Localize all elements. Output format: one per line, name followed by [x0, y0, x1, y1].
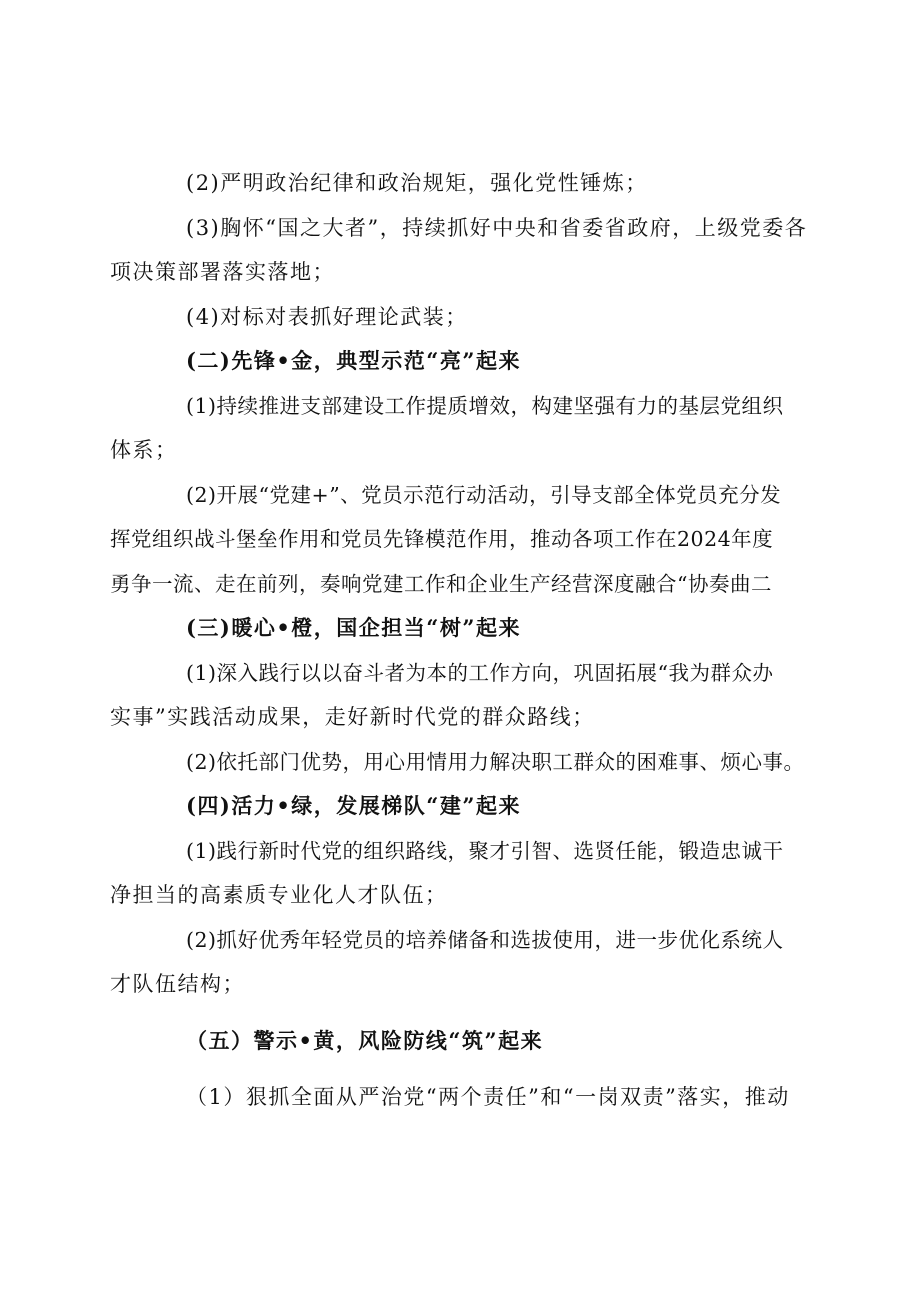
paragraph-line: （1）狠抓全面从严治党“两个责任”和“一岗双责”落实，推动 — [186, 1085, 790, 1109]
paragraph-line: (2)抓好优秀年轻党员的培养储备和选拔使用，进一步优化系统人 — [186, 928, 784, 952]
section-heading: (三)暖心•橙，国企担当“树”起来 — [186, 615, 521, 640]
paragraph-line: (1)践行新时代党的组织路线，聚才引智、选贤任能，锻造忠诚干 — [186, 839, 784, 863]
paragraph-line: 项决策部署落实落地； — [110, 260, 335, 284]
paragraph-line: (2)严明政治纪律和政治规矩，强化党性锤炼； — [186, 171, 648, 195]
section-heading: (二)先锋•金，典型示范“亮”起来 — [186, 348, 521, 373]
paragraph-line: 勇争一流、走在前列，奏响党建工作和企业生产经营深度融合“协奏曲二 — [110, 572, 772, 596]
paragraph-line: 挥党组织战斗堡垒作用和党员先锋模范作用，推动各项工作在2024年度 — [110, 527, 774, 551]
paragraph-line: (1)深入践行以以奋斗者为本的工作方向，巩固拓展“我为群众办 — [186, 661, 774, 685]
paragraph-line: 体系； — [110, 438, 178, 462]
paragraph-line: 才队伍结构； — [110, 972, 245, 996]
paragraph-line: (2)开展“党建+”、党员示范行动活动，引导支部全体党员充分发 — [186, 483, 782, 507]
section-heading: （五）警示•黄，风险防线“筑”起来 — [186, 1028, 544, 1053]
paragraph-line: (3)胸怀“国之大者”，持续抓好中央和省委省政府，上级党委各 — [186, 216, 808, 240]
paragraph-line: (4)对标对表抓好理论武装； — [186, 305, 468, 329]
paragraph-line: 实事”实践活动成果，走好新时代党的群众路线； — [110, 705, 595, 729]
paragraph-line: 净担当的高素质专业化人才队伍； — [110, 883, 448, 907]
section-heading: (四)活力•绿，发展梯队“建”起来 — [186, 793, 521, 818]
paragraph-line: (1)持续推进支部建设工作提质增效，构建坚强有力的基层党组织 — [186, 394, 784, 418]
paragraph-line: (2)依托部门优势，用心用情用力解决职工群众的困难事、烦心事。 — [186, 750, 805, 774]
